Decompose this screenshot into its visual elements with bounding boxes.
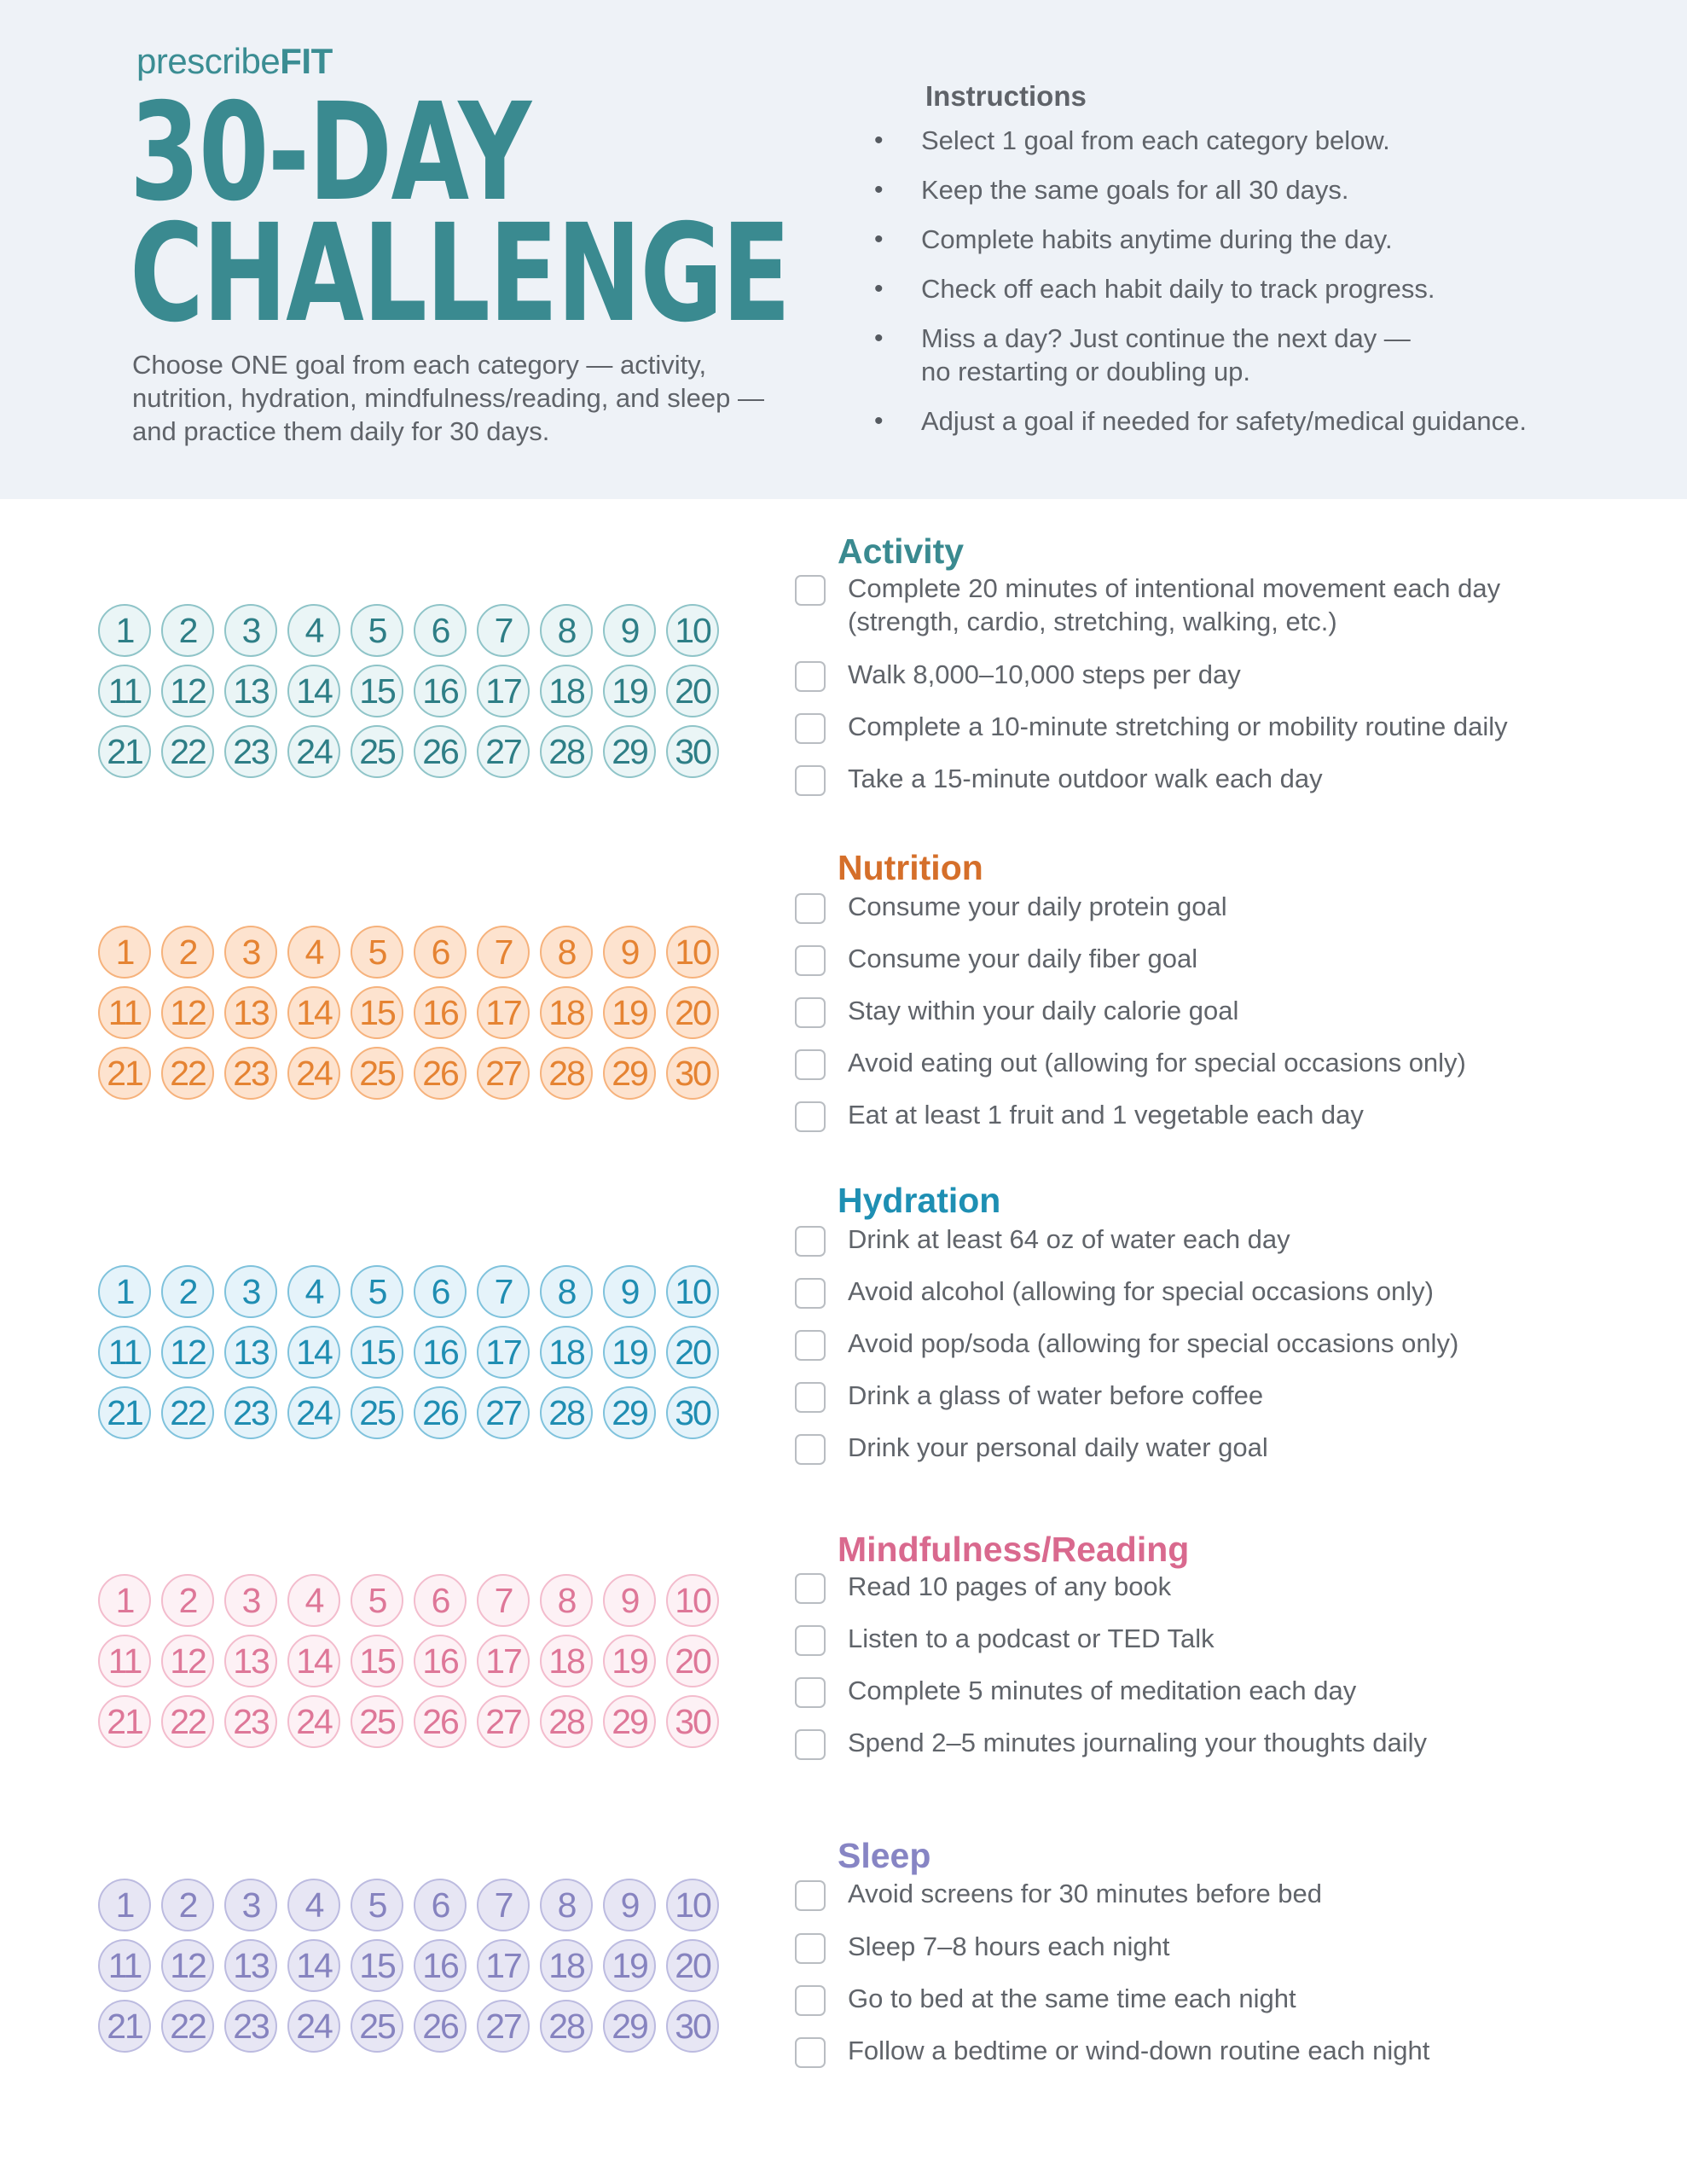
- day-circle[interactable]: 9: [603, 1574, 656, 1627]
- day-circle[interactable]: 23: [224, 1047, 277, 1100]
- mindfulness-options: [795, 1570, 1648, 1778]
- day-circle[interactable]: 26: [414, 2000, 467, 2053]
- goal-option-label: Stay within your daily calorie goal: [848, 996, 1239, 1025]
- day-circle[interactable]: 20: [666, 665, 719, 717]
- goal-option[interactable]: [795, 1327, 1648, 1360]
- day-circle[interactable]: 13: [224, 1635, 277, 1687]
- sleep-day-tracker: [98, 1879, 722, 2053]
- day-circle[interactable]: 17: [477, 1939, 530, 1992]
- checkbox[interactable]: [795, 945, 826, 976]
- day-circle[interactable]: 15: [351, 665, 403, 717]
- day-circle[interactable]: 13: [224, 1939, 277, 1992]
- day-circle[interactable]: 30: [666, 2000, 719, 2053]
- day-circle[interactable]: 2: [161, 1574, 214, 1627]
- goal-option-label: Consume your daily protein goal: [848, 892, 1227, 921]
- day-circle[interactable]: 25: [351, 725, 403, 778]
- day-circle[interactable]: 24: [287, 1386, 340, 1439]
- day-circle[interactable]: 9: [603, 1265, 656, 1318]
- goal-option-label: Read 10 pages of any book: [848, 1571, 1172, 1601]
- goal-option-label: Listen to a podcast or TED Talk: [848, 1623, 1215, 1653]
- day-circle[interactable]: 19: [603, 665, 656, 717]
- day-circle[interactable]: 3: [224, 1574, 277, 1627]
- instruction-text: Adjust a goal if needed for safety/medical guidance.: [921, 406, 1528, 436]
- day-circle[interactable]: 30: [666, 1386, 719, 1439]
- day-circle[interactable]: 8: [540, 1879, 593, 1931]
- checkbox[interactable]: [795, 1625, 826, 1656]
- day-circle[interactable]: 19: [603, 1326, 656, 1379]
- page-title: [130, 74, 790, 352]
- nutrition-title: Nutrition: [838, 848, 983, 887]
- day-circle[interactable]: 26: [414, 1695, 467, 1748]
- sleep-title: Sleep: [838, 1836, 931, 1875]
- day-circle[interactable]: 12: [161, 1635, 214, 1687]
- goal-option[interactable]: [795, 2034, 1648, 2067]
- day-circle[interactable]: 3: [224, 1265, 277, 1318]
- day-circle[interactable]: 11: [98, 665, 151, 717]
- day-circle[interactable]: 5: [351, 1265, 403, 1318]
- instructions-list: [874, 124, 1642, 454]
- brand-prefix: prescribe: [136, 41, 281, 81]
- instruction-text: Complete habits anytime during the day.: [921, 224, 1393, 254]
- mindfulness-title: Mindfulness/Reading: [838, 1530, 1190, 1569]
- day-circle[interactable]: 12: [161, 1939, 214, 1992]
- day-circle[interactable]: 6: [414, 1574, 467, 1627]
- day-circle[interactable]: 24: [287, 725, 340, 778]
- day-circle[interactable]: 16: [414, 665, 467, 717]
- title-line-2: CHALLENGE: [130, 195, 790, 352]
- day-circle[interactable]: 24: [287, 2000, 340, 2053]
- day-circle[interactable]: 30: [666, 725, 719, 778]
- day-circle[interactable]: 27: [477, 725, 530, 778]
- goal-option-label: Take a 15-minute outdoor walk each day: [848, 764, 1323, 793]
- hydration-day-tracker: [98, 1265, 722, 1439]
- day-circle[interactable]: 9: [603, 1879, 656, 1931]
- bullet-icon: •: [874, 176, 884, 204]
- day-circle[interactable]: 21: [98, 725, 151, 778]
- day-circle[interactable]: 18: [540, 986, 593, 1039]
- day-circle[interactable]: 14: [287, 665, 340, 717]
- instruction-text: Miss a day? Just continue the next day —: [921, 323, 1411, 353]
- day-circle[interactable]: 12: [161, 986, 214, 1039]
- day-circle[interactable]: 28: [540, 1386, 593, 1439]
- bullet-icon: •: [874, 275, 884, 303]
- checkbox[interactable]: [795, 575, 826, 606]
- goal-option-label: Eat at least 1 fruit and 1 vegetable each day: [848, 1100, 1364, 1130]
- day-circle[interactable]: 19: [603, 986, 656, 1039]
- day-circle[interactable]: 25: [351, 2000, 403, 2053]
- checkbox[interactable]: [795, 1278, 826, 1309]
- day-circle[interactable]: 29: [603, 1695, 656, 1748]
- instructions-heading: Instructions: [925, 80, 1087, 112]
- day-circle[interactable]: 20: [666, 1635, 719, 1687]
- goal-option[interactable]: [795, 710, 1648, 743]
- day-circle[interactable]: 13: [224, 665, 277, 717]
- day-circle[interactable]: 21: [98, 1047, 151, 1100]
- day-circle[interactable]: 2: [161, 1265, 214, 1318]
- day-circle[interactable]: 8: [540, 1574, 593, 1627]
- day-circle[interactable]: 18: [540, 1326, 593, 1379]
- goal-option-label: Go to bed at the same time each night: [848, 1984, 1296, 2013]
- day-circle[interactable]: 28: [540, 2000, 593, 2053]
- day-circle[interactable]: 25: [351, 1047, 403, 1100]
- checkbox[interactable]: [795, 1677, 826, 1708]
- day-circle[interactable]: 21: [98, 1386, 151, 1439]
- day-circle[interactable]: 4: [287, 926, 340, 979]
- goal-option-label: Drink a glass of water before coffee: [848, 1380, 1264, 1410]
- day-circle[interactable]: 7: [477, 604, 530, 657]
- day-circle[interactable]: 20: [666, 1326, 719, 1379]
- day-circle[interactable]: 18: [540, 665, 593, 717]
- day-circle[interactable]: 24: [287, 1047, 340, 1100]
- day-circle[interactable]: 8: [540, 1265, 593, 1318]
- goal-option[interactable]: [795, 1570, 1648, 1603]
- checkbox[interactable]: [795, 1985, 826, 2016]
- checkbox[interactable]: [795, 1330, 826, 1361]
- day-circle[interactable]: 18: [540, 1635, 593, 1687]
- goal-option[interactable]: [795, 1431, 1648, 1464]
- goal-option-label: Drink at least 64 oz of water each day: [848, 1224, 1290, 1254]
- mindfulness-day-tracker: [98, 1574, 722, 1748]
- day-circle[interactable]: 19: [603, 1939, 656, 1992]
- day-circle[interactable]: 4: [287, 604, 340, 657]
- day-circle[interactable]: 14: [287, 1939, 340, 1992]
- goal-option-label: Sleep 7–8 hours each night: [848, 1931, 1170, 1961]
- day-circle[interactable]: 7: [477, 1879, 530, 1931]
- day-circle[interactable]: 26: [414, 1386, 467, 1439]
- day-circle[interactable]: 8: [540, 926, 593, 979]
- day-circle[interactable]: 23: [224, 1695, 277, 1748]
- checkbox[interactable]: [795, 1880, 826, 1911]
- day-circle[interactable]: 29: [603, 1047, 656, 1100]
- goal-option-label: Consume your daily fiber goal: [848, 944, 1198, 973]
- day-circle[interactable]: 2: [161, 926, 214, 979]
- day-circle[interactable]: 16: [414, 1326, 467, 1379]
- day-circle[interactable]: 5: [351, 1879, 403, 1931]
- day-circle[interactable]: 25: [351, 1386, 403, 1439]
- hydration-options: [795, 1223, 1648, 1483]
- day-circle[interactable]: 27: [477, 2000, 530, 2053]
- goal-option-label: Drink your personal daily water goal: [848, 1432, 1268, 1462]
- day-circle[interactable]: 15: [351, 986, 403, 1039]
- day-circle[interactable]: 25: [351, 1695, 403, 1748]
- goal-option-label: Follow a bedtime or wind-down routine each night: [848, 2036, 1430, 2065]
- day-circle[interactable]: 14: [287, 1635, 340, 1687]
- day-circle[interactable]: 10: [666, 604, 719, 657]
- day-circle[interactable]: 29: [603, 1386, 656, 1439]
- day-circle[interactable]: 17: [477, 665, 530, 717]
- goal-option[interactable]: [795, 1982, 1648, 2015]
- day-circle[interactable]: 22: [161, 1695, 214, 1748]
- day-circle[interactable]: 22: [161, 725, 214, 778]
- day-circle[interactable]: 16: [414, 1939, 467, 1992]
- day-circle[interactable]: 21: [98, 2000, 151, 2053]
- instruction-item: [874, 173, 1642, 206]
- goal-option-label: Spend 2–5 minutes journaling your thoughts daily: [848, 1728, 1428, 1757]
- instruction-item: [874, 124, 1642, 157]
- goal-option-label: Complete 20 minutes of intentional movement each day: [848, 573, 1501, 603]
- day-circle[interactable]: 15: [351, 1939, 403, 1992]
- checkbox[interactable]: [795, 1101, 826, 1132]
- goal-option-label: Avoid pop/soda (allowing for special occasions only): [848, 1328, 1459, 1358]
- goal-option-label: Avoid alcohol (allowing for special occasions only): [848, 1276, 1434, 1306]
- day-circle[interactable]: 1: [98, 1879, 151, 1931]
- goal-option[interactable]: [795, 1098, 1648, 1131]
- day-circle[interactable]: 10: [666, 926, 719, 979]
- day-circle[interactable]: 22: [161, 2000, 214, 2053]
- day-circle[interactable]: 14: [287, 1326, 340, 1379]
- day-circle[interactable]: 13: [224, 1326, 277, 1379]
- checkbox[interactable]: [795, 765, 826, 796]
- bullet-icon: •: [874, 126, 884, 154]
- day-circle[interactable]: 26: [414, 1047, 467, 1100]
- day-circle[interactable]: 4: [287, 1265, 340, 1318]
- day-circle[interactable]: 20: [666, 1939, 719, 1992]
- day-circle[interactable]: 5: [351, 604, 403, 657]
- checkbox[interactable]: [795, 1226, 826, 1257]
- day-circle[interactable]: 10: [666, 1574, 719, 1627]
- day-circle[interactable]: 28: [540, 1695, 593, 1748]
- day-circle[interactable]: 3: [224, 1879, 277, 1931]
- goal-option[interactable]: [795, 1379, 1648, 1412]
- instruction-text: Keep the same goals for all 30 days.: [921, 175, 1349, 205]
- checkbox[interactable]: [795, 997, 826, 1028]
- day-circle[interactable]: 23: [224, 725, 277, 778]
- checkbox[interactable]: [795, 1049, 826, 1080]
- day-circle[interactable]: 11: [98, 1326, 151, 1379]
- day-circle[interactable]: 29: [603, 725, 656, 778]
- day-circle[interactable]: 1: [98, 1574, 151, 1627]
- goal-option[interactable]: [795, 1046, 1648, 1079]
- day-circle[interactable]: 3: [224, 604, 277, 657]
- day-circle[interactable]: 17: [477, 1635, 530, 1687]
- brand-suffix: FIT: [280, 41, 333, 81]
- day-circle[interactable]: 26: [414, 725, 467, 778]
- day-circle[interactable]: 6: [414, 1879, 467, 1931]
- day-circle[interactable]: 15: [351, 1326, 403, 1379]
- day-circle[interactable]: 20: [666, 986, 719, 1039]
- checkbox[interactable]: [795, 713, 826, 744]
- day-circle[interactable]: 2: [161, 1879, 214, 1931]
- goal-option[interactable]: [795, 1930, 1648, 1963]
- day-circle[interactable]: 9: [603, 926, 656, 979]
- checkbox[interactable]: [795, 893, 826, 924]
- day-circle[interactable]: 7: [477, 926, 530, 979]
- goal-option[interactable]: [795, 1275, 1648, 1308]
- sleep-options: [795, 1877, 1648, 2086]
- day-circle[interactable]: 22: [161, 1386, 214, 1439]
- day-circle[interactable]: 27: [477, 1047, 530, 1100]
- goal-option-label: Avoid screens for 30 minutes before bed: [848, 1879, 1323, 1908]
- goal-option[interactable]: [795, 1674, 1648, 1707]
- goal-option-label: Avoid eating out (allowing for special occasions only): [848, 1048, 1466, 1077]
- instruction-text: Select 1 goal from each category below.: [921, 125, 1390, 155]
- day-circle[interactable]: 10: [666, 1879, 719, 1931]
- checkbox[interactable]: [795, 1573, 826, 1604]
- day-circle[interactable]: 17: [477, 1326, 530, 1379]
- goal-option[interactable]: [795, 1726, 1648, 1759]
- day-circle[interactable]: 28: [540, 725, 593, 778]
- intro-text: Choose ONE goal from each category — activity, nutrition, hydration, mindfulness/reading, and sleep — and practice them daily for 30 days.: [132, 350, 764, 446]
- goal-option-label: Complete a 10-minute stretching or mobility routine daily: [848, 712, 1508, 741]
- day-circle[interactable]: 9: [603, 604, 656, 657]
- instruction-text: Check off each habit daily to track progress.: [921, 274, 1435, 304]
- day-circle[interactable]: 16: [414, 986, 467, 1039]
- goal-option[interactable]: [795, 994, 1648, 1027]
- day-circle[interactable]: 11: [98, 986, 151, 1039]
- day-circle[interactable]: 21: [98, 1695, 151, 1748]
- day-circle[interactable]: 6: [414, 926, 467, 979]
- day-circle[interactable]: 1: [98, 604, 151, 657]
- goal-option-label: (strength, cardio, stretching, walking, etc.): [848, 607, 1337, 636]
- instruction-item: [874, 322, 1642, 388]
- checkbox[interactable]: [795, 661, 826, 692]
- bullet-icon: •: [874, 324, 884, 352]
- day-circle[interactable]: 6: [414, 1265, 467, 1318]
- goal-option-label: Complete 5 minutes of meditation each day: [848, 1676, 1357, 1705]
- day-circle[interactable]: 1: [98, 1265, 151, 1318]
- checkbox[interactable]: [795, 2037, 826, 2068]
- day-circle[interactable]: 3: [224, 926, 277, 979]
- day-circle[interactable]: 4: [287, 1574, 340, 1627]
- day-circle[interactable]: 30: [666, 1047, 719, 1100]
- day-circle[interactable]: 10: [666, 1265, 719, 1318]
- day-circle[interactable]: 4: [287, 1879, 340, 1931]
- checkbox[interactable]: [795, 1382, 826, 1413]
- day-circle[interactable]: 5: [351, 926, 403, 979]
- day-circle[interactable]: 29: [603, 2000, 656, 2053]
- goal-option[interactable]: [795, 572, 1648, 638]
- checkbox[interactable]: [795, 1729, 826, 1760]
- bullet-icon: •: [874, 407, 884, 435]
- day-circle[interactable]: 16: [414, 1635, 467, 1687]
- day-circle[interactable]: 19: [603, 1635, 656, 1687]
- day-circle[interactable]: 7: [477, 1265, 530, 1318]
- nutrition-options: [795, 890, 1648, 1150]
- goal-option[interactable]: [795, 1877, 1648, 1910]
- goal-option[interactable]: [795, 942, 1648, 975]
- instruction-text: no restarting or doubling up.: [921, 357, 1251, 386]
- day-circle[interactable]: 23: [224, 2000, 277, 2053]
- day-circle[interactable]: 5: [351, 1574, 403, 1627]
- day-circle[interactable]: 24: [287, 1695, 340, 1748]
- day-circle[interactable]: 8: [540, 604, 593, 657]
- checkbox[interactable]: [795, 1933, 826, 1964]
- day-circle[interactable]: 11: [98, 1939, 151, 1992]
- day-circle[interactable]: 13: [224, 986, 277, 1039]
- day-circle[interactable]: 6: [414, 604, 467, 657]
- day-circle[interactable]: 12: [161, 1326, 214, 1379]
- instruction-item: [874, 272, 1642, 305]
- day-circle[interactable]: 2: [161, 604, 214, 657]
- day-circle[interactable]: 27: [477, 1386, 530, 1439]
- day-circle[interactable]: 17: [477, 986, 530, 1039]
- day-circle[interactable]: 12: [161, 665, 214, 717]
- instruction-item: [874, 404, 1642, 438]
- goal-option[interactable]: [795, 762, 1648, 795]
- goal-option-label: Walk 8,000–10,000 steps per day: [848, 659, 1241, 689]
- day-circle[interactable]: 14: [287, 986, 340, 1039]
- checkbox[interactable]: [795, 1434, 826, 1465]
- day-circle[interactable]: 18: [540, 1939, 593, 1992]
- day-circle[interactable]: 11: [98, 1635, 151, 1687]
- instruction-item: [874, 223, 1642, 256]
- goal-option[interactable]: [795, 658, 1648, 691]
- day-circle[interactable]: 23: [224, 1386, 277, 1439]
- goal-option[interactable]: [795, 890, 1648, 923]
- day-circle[interactable]: 1: [98, 926, 151, 979]
- header-panel: [0, 0, 1687, 499]
- activity-options: [795, 572, 1648, 814]
- activity-title: Activity: [838, 531, 965, 571]
- day-circle[interactable]: 22: [161, 1047, 214, 1100]
- day-circle[interactable]: 30: [666, 1695, 719, 1748]
- day-circle[interactable]: 7: [477, 1574, 530, 1627]
- goal-option[interactable]: [795, 1622, 1648, 1655]
- day-circle[interactable]: 28: [540, 1047, 593, 1100]
- bullet-icon: •: [874, 225, 884, 253]
- activity-day-tracker: [98, 604, 722, 778]
- goal-option[interactable]: [795, 1223, 1648, 1256]
- nutrition-day-tracker: [98, 926, 722, 1100]
- title-line-1: 30-DAY: [130, 74, 530, 231]
- day-circle[interactable]: 27: [477, 1695, 530, 1748]
- day-circle[interactable]: 15: [351, 1635, 403, 1687]
- hydration-title: Hydration: [838, 1181, 1001, 1220]
